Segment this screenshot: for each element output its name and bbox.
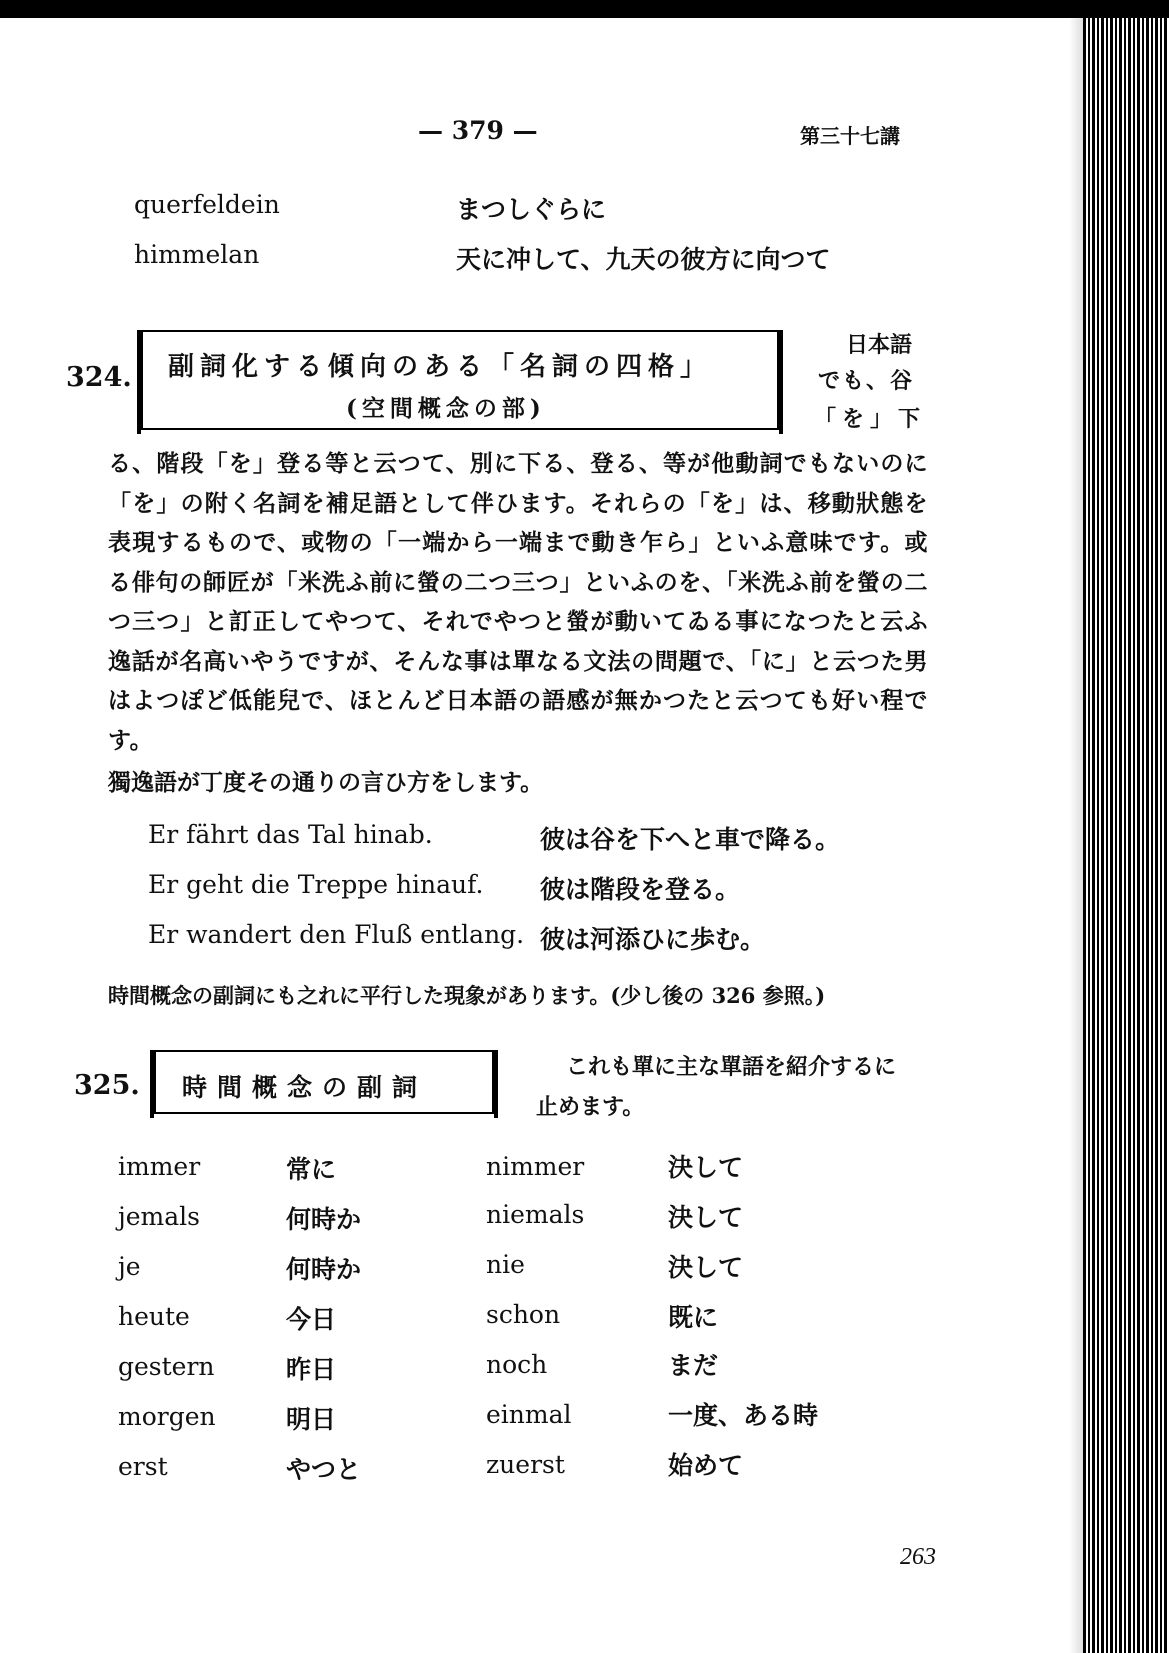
example-ja: 彼は谷を下へと車で降る。 — [540, 825, 841, 854]
table-cell-ja: 一度、ある時 — [668, 1401, 819, 1430]
table-cell-ja: やつと — [286, 1455, 362, 1484]
scan-top-border — [0, 0, 1169, 18]
example-ja: 彼は階段を登る。 — [540, 875, 741, 904]
side-text-line: 日本語 — [846, 332, 913, 358]
example-de: Er wandert den Fluß entlang. — [148, 920, 525, 949]
table-cell-ja: 何時か — [286, 1205, 362, 1234]
table-cell-de: nimmer — [486, 1152, 585, 1181]
note-line: 時間概念の副詞にも之れに平行した現象があります。(少し後の 326 参照。) — [108, 983, 826, 1008]
vocab-de: himmelan — [134, 240, 260, 269]
table-cell-ja: 決して — [668, 1153, 744, 1182]
table-cell-de: erst — [118, 1452, 168, 1481]
section-title: 副詞化する傾向のある「名詞の四格」 — [168, 352, 713, 382]
section-number: 324. — [66, 362, 132, 393]
table-cell-ja: 昨日 — [286, 1355, 337, 1384]
table-cell-de: zuerst — [486, 1450, 565, 1479]
table-cell-de: heute — [118, 1302, 190, 1331]
book-page-edges — [1083, 18, 1169, 1653]
table-cell-de: je — [118, 1252, 141, 1281]
table-cell-ja: 何時か — [286, 1255, 362, 1284]
box-right-bar — [779, 330, 783, 434]
table-cell-ja: 明日 — [286, 1405, 337, 1434]
side-text-line: これも單に主な單語を紹介するに — [566, 1054, 897, 1080]
vocab-ja: まつしぐらに — [456, 195, 607, 224]
section-number: 325. — [74, 1070, 140, 1101]
section-title: 時間概念の副詞 — [182, 1073, 428, 1102]
table-cell-de: jemals — [118, 1202, 200, 1231]
example-de: Er geht die Treppe hinauf. — [148, 870, 484, 899]
table-cell-de: noch — [486, 1350, 548, 1379]
table-cell-de: nie — [486, 1250, 525, 1279]
table-cell-de: schon — [486, 1300, 561, 1329]
page-number-header: — 379 — — [418, 116, 538, 145]
table-cell-ja: 始めて — [668, 1451, 744, 1480]
vocab-ja: 天に冲して、九天の彼方に向つて — [456, 245, 831, 274]
example-de: Er fährt das Tal hinab. — [148, 820, 433, 849]
box-right-bar — [494, 1050, 498, 1118]
table-cell-de: morgen — [118, 1402, 216, 1431]
table-cell-de: immer — [118, 1152, 201, 1181]
table-cell-ja: まだ — [668, 1351, 719, 1380]
table-cell-ja: 既に — [668, 1303, 719, 1332]
body-paragraph: る、階段「を」登る等と云つて、別に下る、登る、等が他動詞でもないのに「を」の附く名詞を補足語として伴ひます。それらの「を」は、移動狀態を表現するもので、或物の「一端から一端まで動き乍ら」といふ意味です。或る俳句の師匠が「米洗ふ前に螢の二つ三つ」といふのを、「米洗ふ前を螢の二つ三つ」と訂正してやつて、それでやつと螢が動いてゐる事になつたと云ふ逸話が名高いやうですが、そんな事は單なる文法の問題で、「に」と云つた男はよつぽど低能兒で、ほとんど日本語の語感が無かつたと云つても好い程です。 — [108, 450, 929, 754]
page-gutter-shadow — [1069, 18, 1083, 1653]
table-cell-de: einmal — [486, 1400, 572, 1429]
table-cell-ja: 決して — [668, 1253, 744, 1282]
table-cell-de: gestern — [118, 1352, 215, 1381]
side-text-line: 「を」下 — [814, 406, 927, 432]
table-cell-ja: 決して — [668, 1203, 744, 1232]
page-footer-number: 263 — [900, 1544, 936, 1570]
section-subtitle: (空間概念の部) — [346, 395, 546, 422]
example-ja: 彼は河添ひに歩む。 — [540, 925, 766, 954]
lecture-label: 第三十七講 — [800, 124, 900, 148]
table-cell-de: niemals — [486, 1200, 585, 1229]
table-cell-ja: 今日 — [286, 1305, 337, 1334]
table-cell-ja: 常に — [286, 1155, 337, 1184]
vocab-de: querfeldein — [134, 190, 280, 219]
side-text-line: 止めます。 — [536, 1094, 645, 1120]
side-text-line: でも、谷 — [818, 368, 915, 394]
intro-line: 獨逸語が丁度その通りの言ひ方をします。 — [108, 769, 544, 796]
